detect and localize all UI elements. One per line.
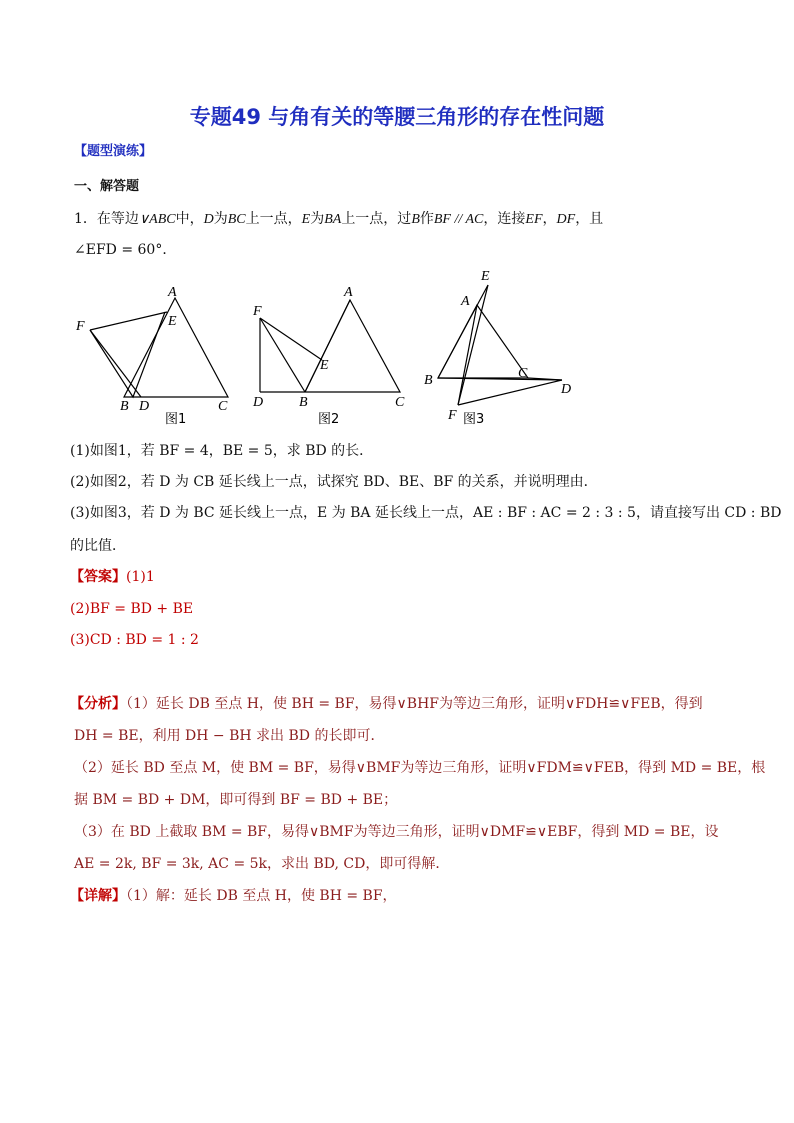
fig3-label-a: A: [461, 294, 470, 309]
fig1-caption: 图1: [165, 412, 187, 427]
fig1-segment-fd: [90, 330, 141, 397]
fig1-label-c: C: [218, 399, 228, 414]
page-title: 专题49 与角有关的等腰三角形的存在性问题: [189, 105, 605, 129]
analysis-label: 【分析】: [70, 696, 126, 712]
fig1-triangle-abc: [124, 298, 228, 397]
fig1-label-f: F: [76, 319, 85, 334]
text-run: 1．在等边: [74, 211, 139, 227]
fig2-label-d: D: [253, 395, 264, 410]
fig3-caption: 图3: [463, 412, 485, 427]
fig2-label-f: F: [253, 304, 262, 319]
answer-1: (1)1: [126, 569, 155, 585]
detail-text: （1）解：延长 DB 至点 H，使 BH = BF，: [126, 888, 397, 904]
math-run: B: [411, 212, 420, 227]
math-run: ∨ABC: [138, 212, 176, 227]
math-run: BF // AC: [433, 212, 484, 227]
question-3-line2: 的比值．: [70, 538, 126, 554]
question-2: (2)如图2，若 D 为 CB 延长线上一点，试探究 BD、BE、BF 的关系，并说明理由．: [70, 474, 598, 490]
fig3-label-f: F: [448, 408, 457, 423]
fig1-line-fef: [90, 312, 165, 397]
text-run: 作: [419, 211, 434, 227]
fig2-label-a: A: [344, 285, 353, 300]
fig1-label-b: B: [120, 399, 129, 414]
fig2-triangle-abc: [260, 300, 400, 392]
fig3-segment-fa: [458, 305, 477, 405]
text-run: 为: [213, 211, 228, 227]
fig2-segment-fe: [260, 318, 322, 360]
geometry-figures: [0, 262, 794, 432]
analysis-text: （1）延长 DB 至点 H，使 BH = BF，易得∨BHF为等边三角形，证明∨FDH≌∨FEB，得到: [126, 696, 703, 712]
detail-line1: [70, 886, 397, 906]
text-run: ，: [542, 211, 557, 227]
answer-2: (2)BF = BD + BE: [70, 601, 194, 617]
answer-line1: [70, 567, 155, 587]
fig1-label-d: D: [139, 399, 150, 414]
fig3-label-c: C: [518, 366, 528, 381]
question-3-line1: (3)如图3，若 D 为 BC 延长线上一点，E 为 BA 延长线上一点，AE : BF : AC = 2 : 3 : 5，请直接写出 CD : BD: [70, 505, 782, 521]
analysis-line6: AE = 2k, BF = 3k, AC = 5k，求出 BD, CD，即可得解．: [74, 856, 450, 872]
math-run: BA: [324, 212, 342, 227]
problem-statement-line2: ∠EFD = 60°．: [74, 242, 177, 258]
answer-3: (3)CD : BD = 1 : 2: [70, 632, 199, 648]
analysis-line5: （3）在 BD 上截取 BM = BF，易得∨BMF为等边三角形，证明∨DMF≌∨EBF，得到 MD = BE，设: [74, 824, 719, 840]
text-run: 为: [310, 211, 325, 227]
fig1-segment-fe: [90, 312, 167, 330]
detail-label: 【详解】: [70, 888, 126, 904]
fig2-segment-ba: [305, 300, 350, 392]
math-run: E: [301, 212, 311, 227]
fig3-segment-fd: [458, 380, 562, 405]
text-run: ，且: [575, 211, 604, 227]
fig1-label-e: E: [168, 314, 177, 329]
fig2-label-e: E: [320, 358, 329, 373]
section-heading: 一、解答题: [74, 179, 140, 194]
math-run: D: [203, 212, 214, 227]
math-run: BC: [227, 212, 246, 227]
fig3-label-e: E: [481, 269, 490, 284]
math-run: DF: [556, 212, 576, 227]
fig2-caption: 图2: [318, 412, 340, 427]
text-run: 上一点，: [245, 211, 302, 227]
fig3-label-b: B: [424, 373, 433, 388]
section-tag: 【题型演练】: [74, 144, 153, 159]
analysis-line4: 据 BM = BD + DM，即可得到 BF = BD + BE；: [74, 792, 398, 808]
fig3-label-d: D: [561, 382, 572, 397]
answer-label: 【答案】: [70, 569, 126, 585]
text-run: 中，: [175, 211, 204, 227]
problem-statement-line1: [74, 209, 603, 230]
question-1: (1)如图1，若 BF = 4，BE = 5，求 BD 的长．: [70, 443, 374, 459]
fig3-triangle-abc: [438, 305, 528, 378]
text-run: ，连接: [483, 211, 526, 227]
fig2-label-b: B: [299, 395, 308, 410]
analysis-line1: [70, 694, 703, 714]
analysis-line2: DH = BE，利用 DH − BH 求出 BD 的长即可．: [74, 728, 385, 744]
fig1-label-a: A: [168, 285, 177, 300]
fig2-label-c: C: [395, 395, 405, 410]
analysis-line3: （2）延长 BD 至点 M，使 BM = BF，易得∨BMF为等边三角形，证明∨FDM≌∨FEB，得到 MD = BE，根: [74, 760, 766, 776]
text-run: 上一点，过: [341, 211, 412, 227]
fig2-segment-fb: [260, 318, 305, 392]
math-run: EF: [525, 212, 543, 227]
